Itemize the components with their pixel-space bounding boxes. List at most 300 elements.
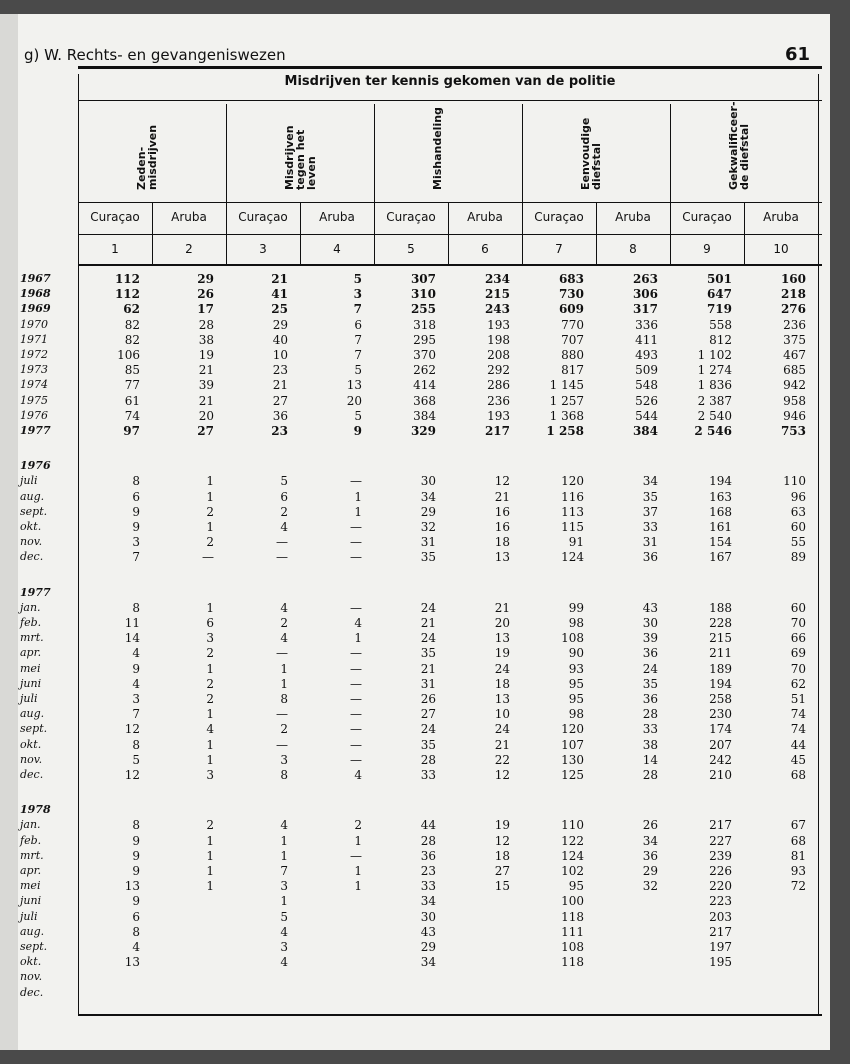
table-cell: 27 [420, 707, 436, 722]
table-cell: 4 [206, 722, 214, 737]
row-divider [78, 264, 822, 266]
table-row [18, 803, 830, 817]
table-cell: 18 [494, 535, 510, 550]
column-number: 10 [773, 242, 789, 256]
table-cell: 2 [280, 616, 288, 630]
table-cell: 509 [635, 363, 658, 378]
table-cell: 467 [783, 348, 806, 362]
table-cell: 66 [790, 631, 806, 646]
table-cell: 93 [790, 864, 806, 878]
row-label: juni [20, 676, 42, 690]
table-cell: 234 [484, 272, 510, 286]
table-cell: 3 [132, 535, 140, 550]
column-number: 2 [185, 242, 193, 256]
table-cell: 70 [790, 661, 806, 676]
row-label: 1976 [20, 408, 48, 422]
table-cell: 36 [642, 848, 658, 863]
crime-type-label: Zeden- misdrijven [135, 124, 159, 190]
table-main-heading: Misdrijven ter kennis gekomen van de politie [284, 74, 616, 89]
table-cell: 120 [561, 722, 584, 737]
table-cell: 27 [197, 424, 214, 438]
table-cell: 24 [642, 661, 658, 676]
table-cell: 20 [494, 616, 510, 630]
table-cell: 2 546 [694, 424, 732, 438]
table-cell: 82 [124, 317, 140, 332]
table-cell: — [276, 707, 288, 722]
table-cell: 99 [568, 600, 584, 615]
table-row [18, 894, 830, 908]
table-cell: 9 [132, 661, 140, 676]
table-cell: 255 [410, 302, 436, 317]
table-cell: 112 [114, 287, 140, 302]
table-cell: 116 [561, 489, 584, 504]
table-cell: 3 [353, 287, 362, 302]
table-cell: 7 [280, 864, 288, 878]
table-cell: 43 [642, 600, 658, 615]
table-cell: — [350, 550, 362, 565]
table-cell: 60 [790, 600, 806, 615]
table-cell: 97 [123, 424, 140, 438]
table-row [18, 707, 830, 721]
table-cell: 51 [790, 692, 806, 706]
table-cell: 1 [280, 833, 288, 848]
row-label: nov. [20, 535, 43, 549]
table-cell: 29 [420, 504, 436, 519]
table-cell: 106 [117, 348, 140, 362]
table-cell: 111 [561, 924, 584, 939]
table-cell: 29 [272, 317, 288, 332]
table-cell: 719 [706, 302, 732, 317]
row-label: aug. [20, 489, 45, 503]
table-cell: — [350, 474, 362, 489]
table-cell: 108 [561, 940, 584, 954]
column-number: 6 [481, 242, 489, 256]
table-cell: 942 [783, 378, 806, 393]
table-row [18, 490, 830, 504]
table-cell: 167 [709, 550, 732, 565]
table-cell: 2 [206, 535, 214, 550]
table-cell: — [350, 676, 362, 691]
table-cell: 306 [632, 287, 658, 302]
table-cell: 20 [346, 393, 362, 408]
row-label: sept. [20, 504, 48, 518]
table-cell: 6 [132, 489, 140, 504]
table-cell: 43 [420, 924, 436, 939]
table-cell: 120 [561, 474, 584, 489]
crime-type-label: Misdrijven tegen het leven [283, 125, 318, 190]
table-cell: 368 [413, 393, 436, 408]
table-cell: 2 387 [697, 393, 732, 408]
table-row [18, 586, 830, 600]
table-cell: 9 [132, 848, 140, 863]
table-row [18, 616, 830, 630]
table-cell: — [350, 661, 362, 676]
table-cell: 9 [132, 520, 140, 534]
table-cell: 34 [642, 833, 658, 848]
crime-type-header [78, 106, 226, 202]
table-cell: 13 [124, 879, 140, 894]
table-row [18, 692, 830, 706]
table-cell: 1 368 [549, 408, 584, 423]
table-cell: 19 [494, 646, 510, 661]
table-row [18, 550, 830, 564]
table-cell: 23 [272, 363, 288, 378]
table-cell: 60 [790, 520, 806, 534]
table-cell: 9 [132, 894, 140, 909]
row-label: feb. [20, 833, 42, 847]
table-cell: 263 [632, 272, 658, 286]
table-cell: 21 [494, 600, 510, 615]
row-label: okt. [20, 520, 42, 533]
table-cell: 6 [206, 616, 214, 630]
table-cell: 21 [198, 363, 214, 378]
table-row [18, 834, 830, 848]
row-label: feb. [20, 616, 42, 629]
crime-type-header [226, 106, 374, 202]
table-cell: 558 [709, 317, 732, 332]
table-cell: 384 [632, 424, 658, 438]
row-label: dec. [20, 985, 44, 999]
table-cell: 1 [206, 600, 214, 615]
row-label: juli [20, 692, 38, 705]
table-cell: 113 [561, 504, 584, 519]
table-cell: 4 [280, 520, 288, 534]
table-cell: 8 [280, 768, 288, 782]
table-row [18, 535, 830, 549]
table-cell: 93 [568, 661, 584, 676]
crime-type-header [374, 106, 522, 202]
table-cell: 10 [272, 348, 288, 362]
row-label: mei [20, 661, 41, 675]
table-cell: 110 [561, 818, 584, 833]
table-cell: 1 102 [697, 348, 732, 362]
table-cell: 329 [410, 424, 436, 438]
table-cell: 2 [354, 818, 362, 833]
table-cell: 218 [780, 287, 806, 302]
table-cell: 125 [561, 768, 584, 782]
table-cell: 15 [494, 879, 510, 894]
table-cell: 26 [642, 818, 658, 833]
table-cell: 29 [642, 864, 658, 878]
table-cell: 194 [709, 474, 732, 489]
table-cell: 1 [206, 833, 214, 848]
table-cell: 1 [206, 474, 214, 489]
island-header: Aruba [763, 210, 799, 224]
table-cell: 130 [561, 752, 584, 767]
table-row [18, 272, 830, 286]
table-cell: — [350, 535, 362, 550]
table-row [18, 970, 830, 984]
table-cell: 3 [280, 752, 288, 767]
table-cell: 95 [568, 879, 584, 894]
table-cell: 243 [484, 302, 510, 317]
table-cell: 28 [420, 833, 436, 848]
table-cell: 70 [790, 616, 806, 630]
table-cell: 89 [790, 550, 806, 565]
table-cell: 38 [198, 332, 214, 347]
table-cell: 34 [420, 894, 436, 909]
table-cell: 880 [561, 348, 584, 362]
table-cell: 95 [568, 692, 584, 706]
row-label: apr. [20, 646, 42, 660]
table-cell: 12 [494, 474, 510, 489]
crime-type-label: Gekwalificeer- de diefstal [727, 101, 751, 190]
table-cell: 36 [272, 408, 288, 423]
table-cell: 35 [642, 489, 658, 504]
table-cell: 493 [635, 348, 658, 362]
table-cell: 4 [280, 600, 288, 615]
table-cell: 5 [280, 474, 288, 489]
table-cell: 21 [494, 737, 510, 752]
row-label: sept. [20, 722, 48, 736]
table-row [18, 287, 830, 301]
table-cell: 39 [198, 378, 214, 393]
table-cell: 36 [420, 848, 436, 863]
table-cell: 13 [494, 692, 510, 706]
table-cell: 2 [206, 818, 214, 833]
table-cell: 24 [420, 600, 436, 615]
table-cell: 958 [783, 393, 806, 408]
island-header: Curaçao [682, 210, 732, 224]
table-cell: 9 [353, 424, 362, 438]
table-cell: 13 [494, 550, 510, 565]
table-cell: 69 [790, 646, 806, 661]
table-cell: 7 [354, 348, 362, 362]
table-cell: 4 [132, 940, 140, 954]
table-cell: 21 [271, 272, 288, 286]
island-header: Curaçao [238, 210, 288, 224]
table-cell: 20 [198, 408, 214, 423]
table-cell: 40 [272, 332, 288, 347]
table-cell: 12 [494, 768, 510, 782]
table-cell: 194 [709, 676, 732, 691]
table-row [18, 424, 830, 438]
table-cell: 100 [561, 894, 584, 909]
table-cell: 11 [124, 616, 140, 630]
table-row [18, 302, 830, 316]
table-cell: 609 [558, 302, 584, 317]
table-cell: 685 [783, 363, 806, 378]
table-cell: 38 [642, 737, 658, 752]
table-cell: — [350, 600, 362, 615]
table-row [18, 348, 830, 362]
table-cell: 10 [494, 707, 510, 722]
table-cell: 30 [420, 909, 436, 924]
table-cell: 29 [420, 940, 436, 954]
table-cell: 3 [206, 631, 214, 646]
table-cell: 2 [206, 692, 214, 706]
table-row [18, 677, 830, 691]
table-cell: 24 [420, 631, 436, 646]
row-label: 1969 [20, 302, 51, 316]
table-cell: 730 [558, 287, 584, 302]
table-cell: — [350, 737, 362, 752]
table-cell: 36 [642, 550, 658, 565]
table-cell: 74 [790, 722, 806, 737]
table-cell: 217 [709, 818, 732, 833]
table-cell: 753 [780, 424, 806, 438]
table-cell: 160 [780, 272, 806, 286]
row-label: 1973 [20, 363, 48, 377]
table-cell: 26 [197, 287, 214, 302]
table-cell: 44 [420, 818, 436, 833]
table-cell: 1 836 [697, 378, 732, 393]
table-cell: 14 [124, 631, 140, 646]
page-title [24, 46, 286, 64]
row-label: 1971 [20, 332, 48, 346]
table-cell: 548 [635, 378, 658, 393]
table-cell: 22 [494, 752, 510, 767]
table-cell: 1 [206, 489, 214, 504]
table-cell: 207 [709, 737, 732, 752]
table-cell: 28 [642, 707, 658, 722]
row-label: sept. [20, 940, 48, 953]
table-cell: 74 [124, 408, 140, 423]
table-cell: 1 [206, 848, 214, 863]
table-cell: 1 258 [546, 424, 584, 438]
table-cell: 310 [410, 287, 436, 302]
table-cell: 5 [132, 752, 140, 767]
table-cell: 4 [280, 631, 288, 646]
table-cell: 1 [354, 879, 362, 894]
table-cell: 29 [197, 272, 214, 286]
table-cell: 67 [790, 818, 806, 833]
table-cell: 375 [783, 332, 806, 347]
island-header: Aruba [319, 210, 355, 224]
table-cell: 107 [561, 737, 584, 752]
table-cell: 2 [206, 504, 214, 519]
table-row [18, 409, 830, 423]
row-label: jan. [20, 600, 41, 614]
table-cell: 1 [206, 661, 214, 676]
table-cell: 74 [790, 707, 806, 722]
table-cell: 1 [280, 894, 288, 909]
table-cell: 62 [123, 302, 140, 317]
table-cell: 7 [132, 707, 140, 722]
table-row [18, 318, 830, 332]
table-cell: 122 [561, 833, 584, 848]
table-cell: 4 [132, 676, 140, 691]
table-cell: 4 [280, 818, 288, 833]
table-cell: 21 [420, 616, 436, 630]
table-cell: — [350, 707, 362, 722]
row-label: jan. [20, 818, 41, 832]
table-cell: 8 [132, 737, 140, 752]
table-cell: 307 [410, 272, 436, 286]
column-number: 4 [333, 242, 341, 256]
table-cell: 32 [420, 520, 436, 534]
table-cell: 35 [420, 737, 436, 752]
table-row [18, 474, 830, 488]
table-cell: 1 [280, 676, 288, 691]
table-cell: 414 [413, 378, 436, 393]
table-cell: 215 [484, 287, 510, 302]
table-cell: 208 [487, 348, 510, 362]
table-row [18, 849, 830, 863]
table-cell: 21 [420, 661, 436, 676]
table-cell: 220 [709, 879, 732, 894]
table-cell: 61 [124, 393, 140, 408]
table-cell: 31 [420, 535, 436, 550]
row-label: mei [20, 879, 41, 893]
table-cell: 81 [790, 848, 806, 863]
table-row [18, 601, 830, 615]
table-cell: 683 [558, 272, 584, 286]
table-cell: 217 [709, 924, 732, 939]
table-cell: 189 [709, 661, 732, 676]
crime-type-header [522, 106, 670, 202]
table-cell: 28 [420, 752, 436, 767]
table-cell: 45 [790, 752, 806, 767]
table-cell: 230 [709, 707, 732, 722]
table-cell: 110 [783, 474, 806, 489]
column-number: 9 [703, 242, 711, 256]
table-cell: 31 [420, 676, 436, 691]
row-label: aug. [20, 707, 45, 721]
table-cell: 16 [494, 520, 510, 534]
table-cell: 36 [642, 646, 658, 661]
table-cell: 118 [561, 909, 584, 924]
row-label: dec. [20, 550, 44, 564]
table-cell: 3 [206, 768, 214, 782]
table-cell: 188 [709, 600, 732, 615]
table-cell: 13 [346, 378, 362, 393]
column-number: 5 [407, 242, 415, 256]
table-bottom-rule [78, 1014, 822, 1016]
table-cell: 211 [709, 646, 732, 661]
table-row [18, 940, 830, 954]
table-cell: 1 274 [697, 363, 732, 378]
table-row [18, 910, 830, 924]
table-cell: 8 [132, 924, 140, 939]
table-cell: 647 [706, 287, 732, 302]
table-cell: 31 [642, 535, 658, 550]
table-cell: 318 [413, 317, 436, 332]
table-cell: 28 [198, 317, 214, 332]
crime-type-header [670, 101, 818, 202]
table-row [18, 864, 830, 878]
table-cell: 163 [709, 489, 732, 504]
table-cell: 8 [132, 600, 140, 615]
table-row [18, 394, 830, 408]
table-cell: 24 [420, 722, 436, 737]
table-cell: 82 [124, 332, 140, 347]
table-cell: 23 [420, 864, 436, 878]
table-cell: 36 [642, 692, 658, 706]
table-cell: 262 [413, 363, 436, 378]
table-cell: 4 [354, 768, 362, 782]
table-row [18, 986, 830, 1000]
table-cell: 197 [709, 940, 732, 954]
table-cell: 35 [420, 646, 436, 661]
table-cell: 124 [561, 848, 584, 863]
row-divider [78, 202, 822, 203]
table-cell: 154 [709, 535, 732, 550]
table-cell: 286 [487, 378, 510, 393]
table-cell: 1 257 [549, 393, 584, 408]
island-header: Aruba [171, 210, 207, 224]
table-cell: 2 [206, 676, 214, 691]
table-cell: 32 [642, 879, 658, 894]
table-cell: 19 [198, 348, 214, 362]
table-cell: 1 [354, 489, 362, 504]
table-row [18, 520, 830, 534]
row-label: juli [20, 474, 38, 488]
table-cell: 707 [561, 332, 584, 347]
table-cell: 28 [642, 768, 658, 782]
table-cell: 174 [709, 722, 732, 737]
table-cell: — [350, 646, 362, 661]
